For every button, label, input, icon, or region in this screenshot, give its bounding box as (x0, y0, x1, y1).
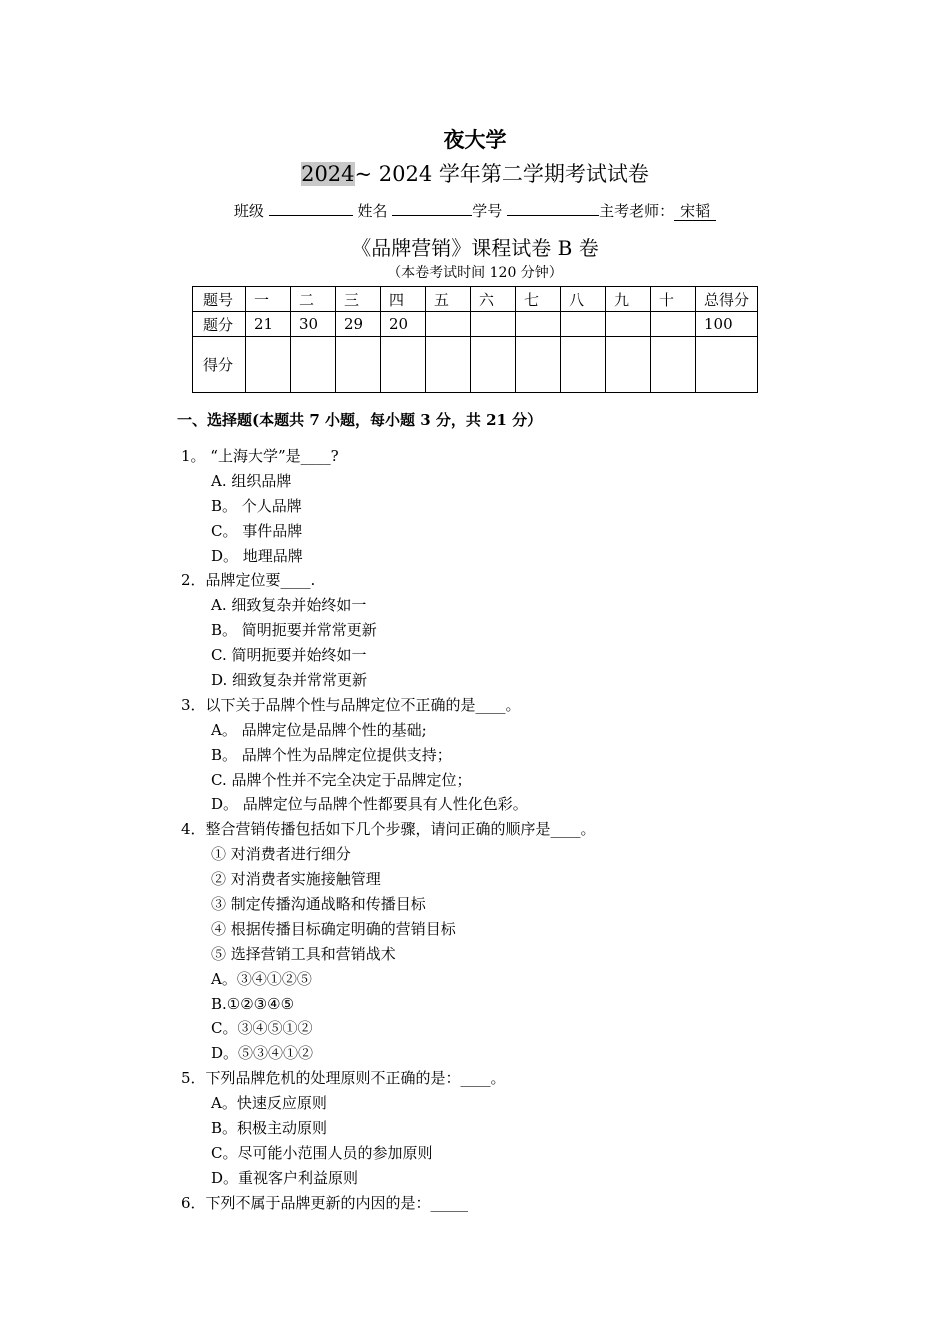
teacher-name: 宋韬 (674, 202, 716, 221)
question-option: ④ 根据传播目标确定明确的营销目标 (211, 919, 456, 938)
score-cell: 一 (246, 287, 291, 312)
score-cell (471, 312, 516, 337)
score-cell: 21 (246, 312, 291, 337)
question-text: 4．整合营销传播包括如下几个步骤，请问正确的顺序是____。 (181, 820, 596, 839)
class-blank[interactable] (269, 201, 353, 216)
question-option: C。③④⑤①② (211, 1019, 313, 1038)
score-table-row-earned (193, 337, 758, 393)
score-cell: 29 (336, 312, 381, 337)
question-option: ⑤ 选择营销工具和营销战术 (211, 944, 396, 963)
question-option: C。 事件品牌 (211, 521, 303, 540)
score-table-row-question-number (193, 287, 758, 312)
question-option: D. 细致复杂并常常更新 (211, 671, 368, 690)
score-cell: 九 (606, 287, 651, 312)
score-cell: 八 (561, 287, 606, 312)
score-cell: 五 (426, 287, 471, 312)
question-option: C. 简明扼要并始终如一 (211, 646, 367, 665)
score-cell: 十 (651, 287, 696, 312)
question-option: D。⑤③④①② (211, 1044, 314, 1063)
score-cell (561, 312, 606, 337)
earned-score-cell[interactable] (336, 337, 381, 393)
class-label: 班级 (233, 202, 264, 220)
earned-score-cell[interactable] (471, 337, 516, 393)
question-option: C。尽可能小范围人员的参加原则 (211, 1143, 433, 1162)
score-cell: 六 (471, 287, 516, 312)
question-option: A。③④①②⑤ (211, 969, 312, 988)
question-option: A。快速反应原则 (211, 1094, 327, 1113)
earned-score-cell[interactable] (606, 337, 651, 393)
term-title (0, 158, 950, 188)
question-option: D。 地理品牌 (211, 546, 303, 565)
term-year-highlight: 2024 (301, 162, 355, 186)
score-table (192, 286, 758, 393)
question-text: 3．以下关于品牌个性与品牌定位不正确的是____。 (181, 695, 521, 714)
section-title: 一、选择题(本题共 7 小题，每小题 3 分，共 21 分） (177, 411, 543, 429)
name-label: 姓名 (357, 202, 388, 220)
question-option: A。 品牌定位是品牌个性的基础; (211, 720, 427, 739)
score-cell: 三 (336, 287, 381, 312)
earned-score-cell[interactable] (426, 337, 471, 393)
question-option: B。积极主动原则 (211, 1119, 328, 1138)
score-cell: 20 (381, 312, 426, 337)
question-text: 1。 “上海大学”是____? (181, 447, 339, 465)
score-cell (606, 312, 651, 337)
university-title: 夜大学 (443, 127, 507, 152)
score-cell: 七 (516, 287, 561, 312)
score-cell (426, 312, 471, 337)
student-info-line (0, 200, 950, 221)
question-option: ① 对消费者进行细分 (211, 845, 351, 864)
earned-score-cell[interactable] (291, 337, 336, 393)
student-id-label: 学号 (472, 202, 503, 220)
earned-score-cell[interactable] (246, 337, 291, 393)
question-option: B。 品牌个性为品牌定位提供支持； (211, 745, 452, 764)
score-cell: 100 (696, 312, 758, 337)
earned-score-cell[interactable] (651, 337, 696, 393)
question-option: D。 品牌定位与品牌个性都要具有人性化色彩。 (211, 795, 528, 814)
earned-score-cell[interactable] (696, 337, 758, 393)
exam-duration: （本卷考试时间 120 分钟） (387, 265, 563, 281)
score-cell: 总得分 (696, 287, 758, 312)
question-option: A. 组织品牌 (211, 471, 292, 490)
question-option: ③ 制定传播沟通战略和传播目标 (211, 895, 426, 914)
score-table-row-points (193, 312, 758, 337)
earned-score-cell[interactable] (561, 337, 606, 393)
score-cell: 二 (291, 287, 336, 312)
teacher-label: 主考老师： (599, 202, 675, 220)
question-option: ② 对消费者实施接触管理 (211, 870, 381, 889)
question-option: A. 细致复杂并始终如一 (211, 596, 367, 615)
question-list (177, 444, 596, 1216)
earned-score-cell[interactable] (516, 337, 561, 393)
question-text: 5．下列品牌危机的处理原则不正确的是：____。 (181, 1069, 506, 1088)
score-cell: 四 (381, 287, 426, 312)
question-text: 6．下列不属于品牌更新的内因的是：_____ (181, 1193, 469, 1212)
earned-score-cell[interactable] (381, 337, 426, 393)
student-id-blank[interactable] (507, 201, 599, 216)
question-option: B.①②③④⑤ (211, 994, 295, 1013)
course-title: 《品牌营销》课程试卷 B 卷 (351, 236, 599, 260)
score-cell (516, 312, 561, 337)
question-option: B。 个人品牌 (211, 496, 302, 515)
question-text: 2．品牌定位要____. (181, 571, 316, 590)
score-cell (651, 312, 696, 337)
question-option: B。 简明扼要并常常更新 (211, 621, 377, 640)
score-cell: 30 (291, 312, 336, 337)
name-blank[interactable] (392, 201, 472, 216)
score-cell: 题号 (193, 287, 246, 312)
question-option: D。重视客户利益原则 (211, 1168, 359, 1187)
question-option: C. 品牌个性并不完全决定于品牌定位； (211, 770, 472, 789)
term-title-rest: ~ 2024 学年第二学期考试试卷 (354, 162, 649, 186)
score-cell: 得分 (193, 337, 246, 393)
score-cell: 题分 (193, 312, 246, 337)
